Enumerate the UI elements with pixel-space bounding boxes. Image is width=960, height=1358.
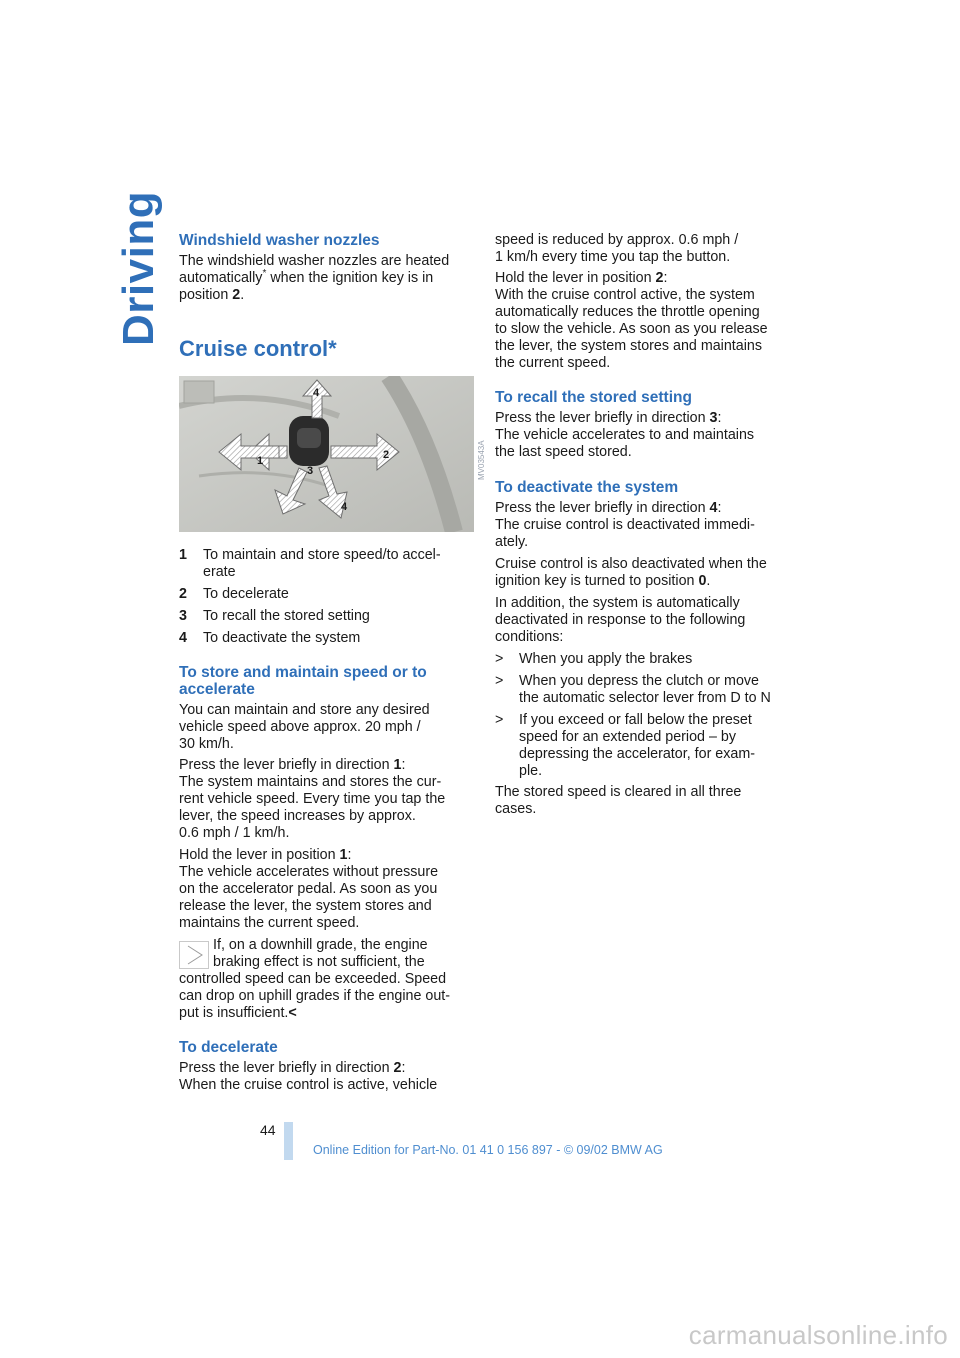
paragraph: The stored speed is cleared in all three cases.: [495, 784, 742, 817]
paragraph: Cruise control is also deactivated when the ignition key is turned to position 0.: [495, 556, 767, 589]
section-title: Driving: [114, 190, 163, 346]
deactivate-heading: To deactivate the system: [495, 479, 679, 496]
page-number: 44: [260, 1122, 276, 1138]
paragraph: You can maintain and store any desired vehicle speed above approx. 20 mph / 30 km/h.: [179, 702, 430, 752]
bullet-marker: >: [495, 673, 504, 689]
section-tab: [110, 190, 163, 348]
washer-text-line: position 2.: [179, 287, 245, 303]
figure-label: 3: [307, 465, 314, 477]
note-line: put is insufficient.<: [179, 1005, 297, 1021]
figure-label: 4: [341, 501, 348, 513]
lever-diagram: [179, 376, 474, 532]
washer-text-line: automatically* when the ignition key is in: [179, 268, 434, 286]
triangle-pointer-icon: [180, 942, 208, 968]
washer-text-line: The windshield washer nozzles are heated: [179, 253, 450, 269]
note-end-mark: <: [288, 1005, 297, 1021]
decelerate-heading: To decelerate: [179, 1039, 278, 1056]
note-line: controlled speed can be exceeded. Speed: [179, 971, 447, 987]
paragraph: Hold the lever in position 1: The vehicle accelerates without pressure on the accelerator pedal. As soon as you release the lever, the system stores and maintains the current speed.: [179, 847, 439, 931]
figure-label: 2: [383, 449, 390, 461]
edition-text: Online Edition for Part-No. 01 41 0 156 897 - © 09/02 BMW AG: [313, 1143, 663, 1157]
recall-heading: To recall the stored setting: [495, 389, 692, 406]
option-star: *: [262, 268, 267, 280]
figure-code: MV03543A: [477, 440, 486, 480]
footer-bar: [284, 1122, 293, 1160]
bullet-marker: >: [495, 712, 504, 728]
note-line: If, on a downhill grade, the engine: [213, 937, 428, 953]
paragraph: speed is reduced by approx. 0.6 mph / 1 km/h every time you tap the button.: [495, 232, 739, 265]
bullet-marker: >: [495, 651, 504, 667]
figure-label: 4: [313, 387, 320, 399]
paragraph: Press the lever briefly in direction 3: The vehicle accelerates to and maintains the last speed stored.: [495, 410, 755, 460]
note-line: braking effect is not sufficient, the: [213, 954, 425, 970]
watermark: carmanualsonline.info: [688, 1320, 948, 1350]
figure-label: 1: [257, 455, 264, 467]
paragraph: Press the lever briefly in direction 4: The cruise control is deactivated immedi- ately.: [495, 500, 755, 550]
paragraph: Press the lever briefly in direction 1: The system maintains and stores the cur- rent vehicle speed. Every time you tap the lever, the speed increases by approx. 0.6 mph / 1 km/h.: [179, 757, 446, 841]
note-icon: [179, 941, 209, 969]
washer-heading: Windshield washer nozzles: [179, 232, 380, 249]
note-line: can drop on uphill grades if the engine out-: [179, 988, 451, 1004]
cruise-lever-figure: [179, 376, 474, 532]
paragraph: Hold the lever in position 2: With the cruise control active, the system automatically reduces the throttle opening to slow the vehicle. As soon as you release the lever, the system stores and maintains the current speed.: [495, 270, 768, 371]
cruise-control-heading: Cruise control*: [179, 336, 337, 361]
paragraph: Press the lever briefly in direction 2: When the cruise control is active, vehicle: [179, 1060, 438, 1093]
paragraph: In addition, the system is automatically deactivated in response to the following conditions:: [495, 595, 746, 645]
store-heading: To store and maintain speed or to accelerate: [179, 664, 427, 698]
